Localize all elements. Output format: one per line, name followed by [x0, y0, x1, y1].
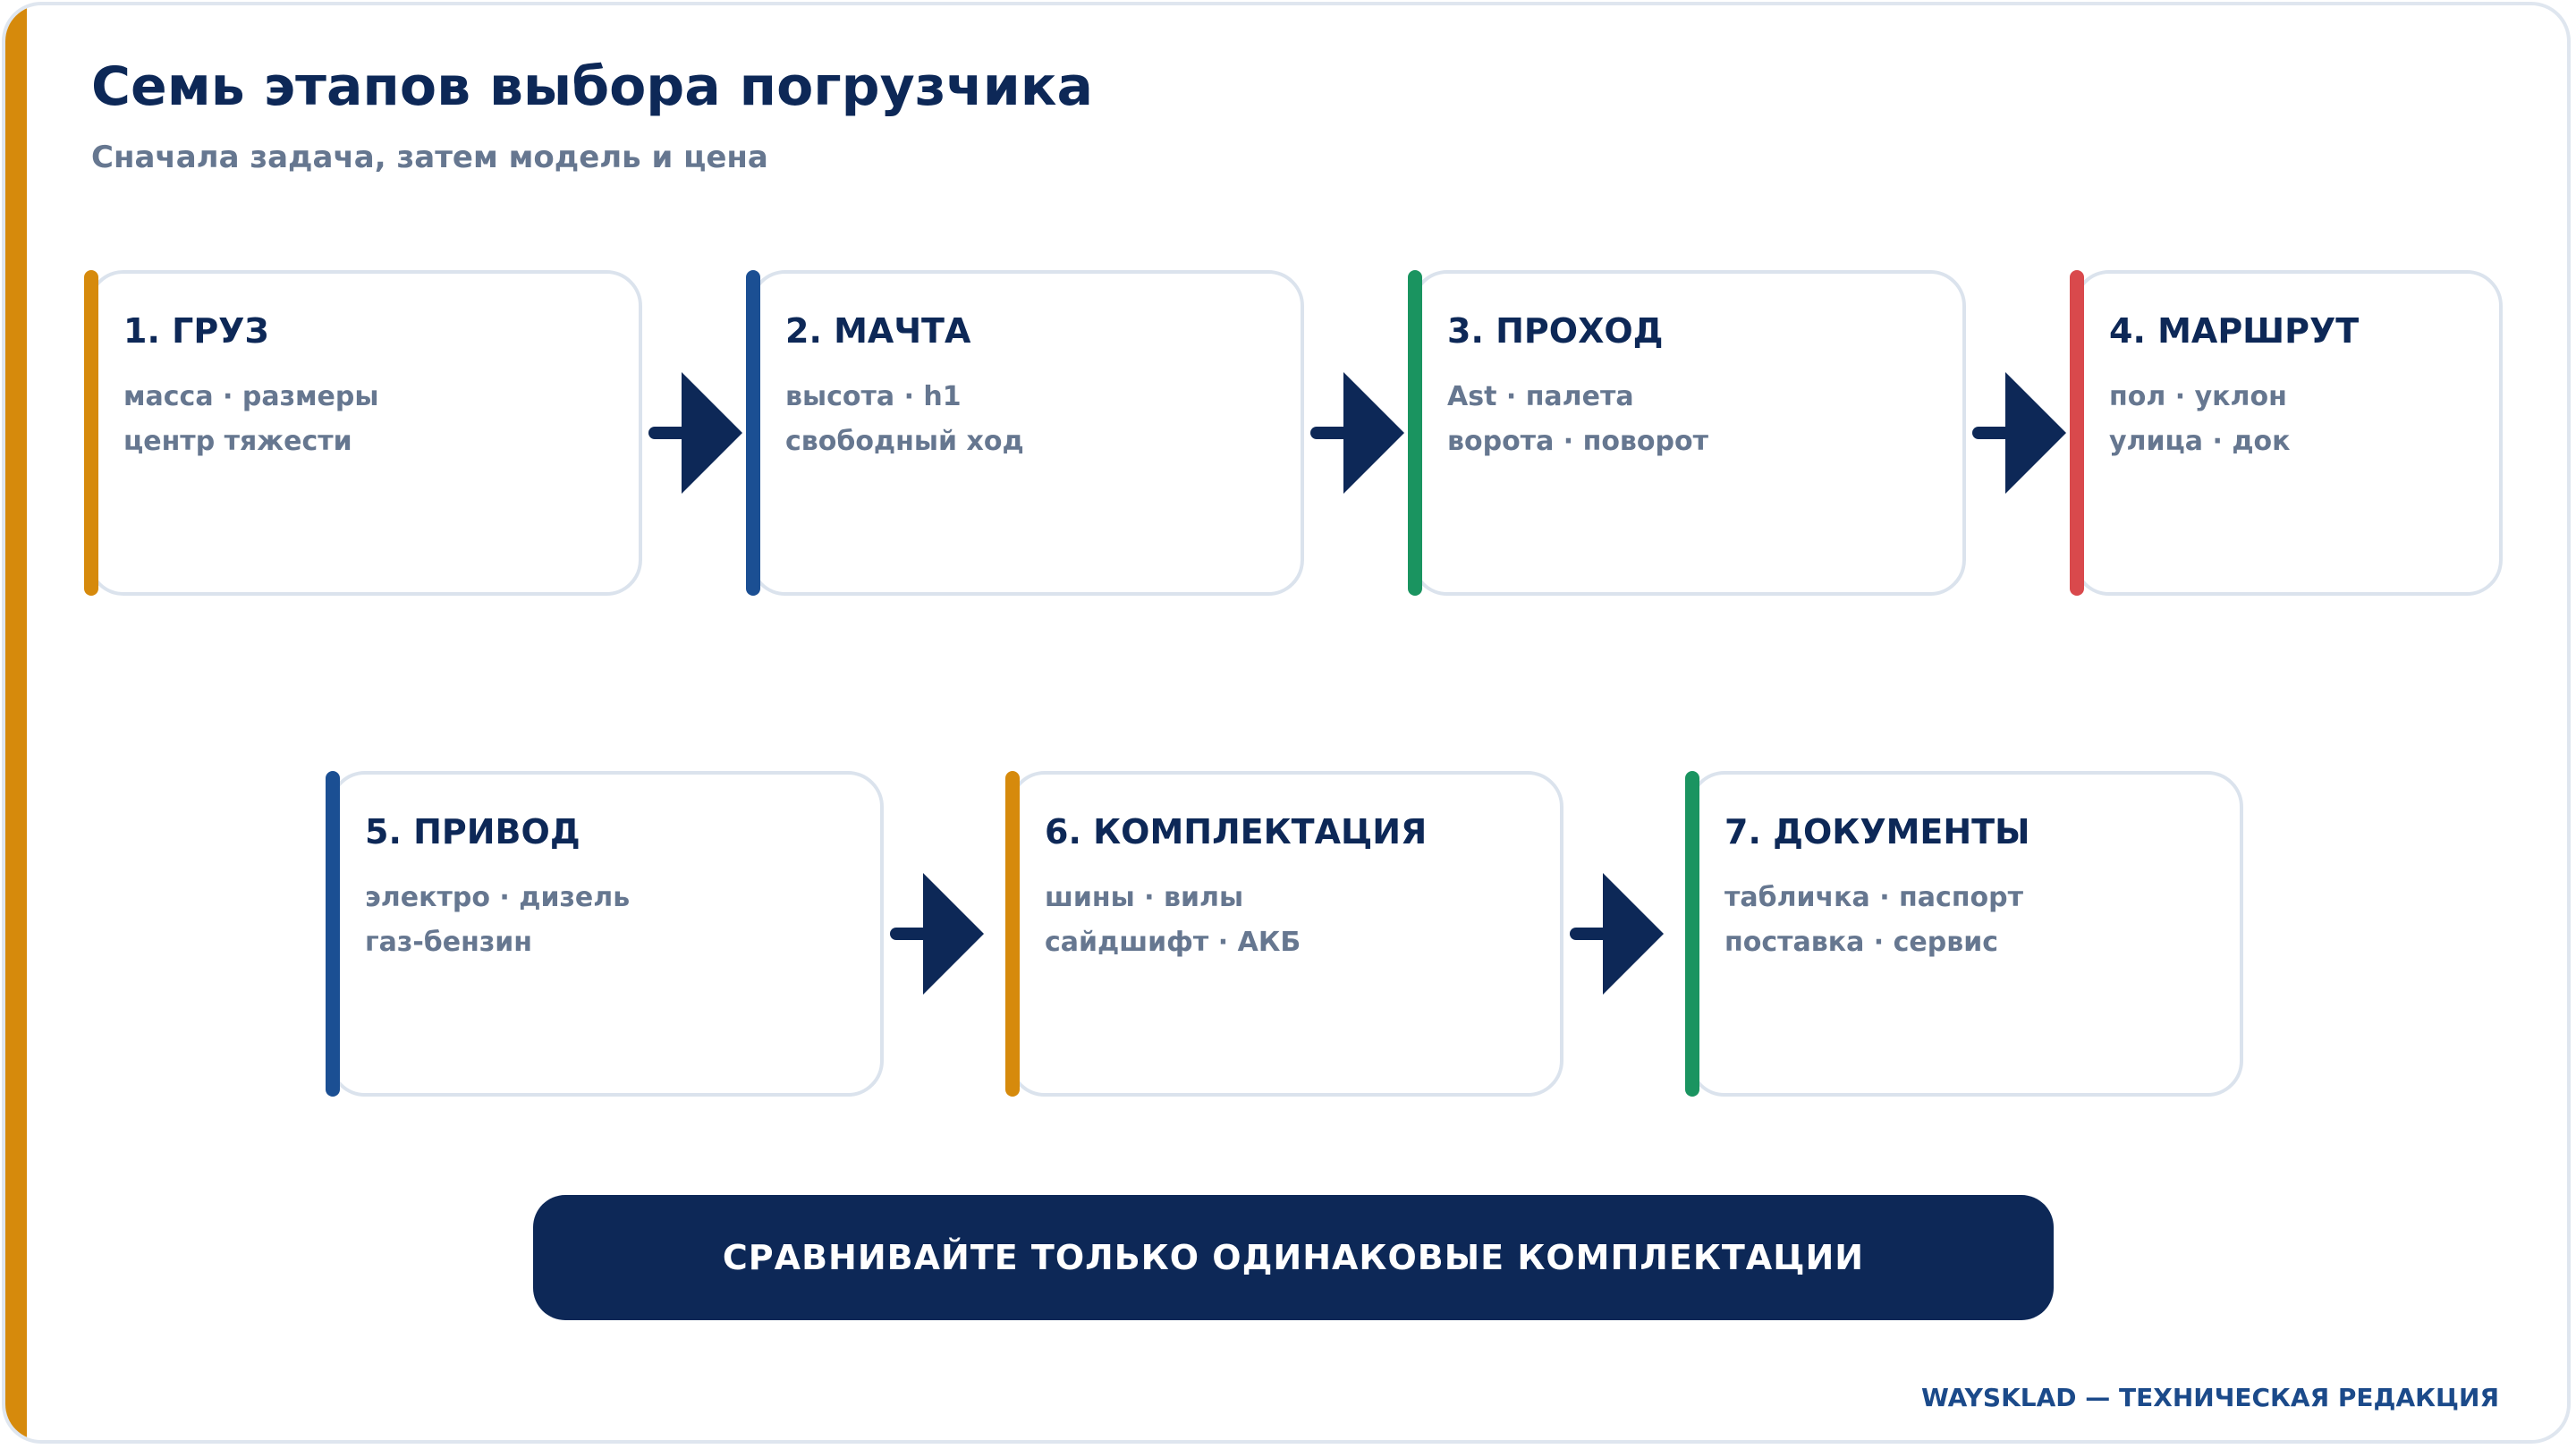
- step-title: 6. КОМПЛЕКТАЦИЯ: [1045, 812, 1428, 852]
- step-detail: высота · h1: [785, 381, 962, 412]
- step-detail: табличка · паспорт: [1724, 882, 2024, 913]
- step-detail: свободный ход: [785, 426, 1024, 457]
- step-accent-bar: [84, 270, 98, 596]
- step-detail: центр тяжести: [123, 426, 352, 457]
- step-detail: масса · размеры: [123, 381, 379, 412]
- step-detail: газ-бензин: [365, 927, 533, 958]
- step-card-5: [329, 771, 884, 1097]
- step-card-1: [88, 270, 642, 596]
- step-accent-bar: [2070, 270, 2084, 596]
- step-title: 1. ГРУЗ: [123, 311, 269, 351]
- flow-arrow-icon: [1569, 869, 1667, 998]
- flow-arrow-icon: [648, 369, 746, 497]
- step-card-3: [1411, 270, 1966, 596]
- summary-banner: СРАВНИВАЙТЕ ТОЛЬКО ОДИНАКОВЫЕ КОМПЛЕКТАЦИИ: [533, 1195, 2054, 1320]
- page-subtitle: Сначала задача, затем модель и цена: [91, 140, 768, 175]
- step-detail: поставка · сервис: [1724, 927, 1999, 958]
- step-accent-bar: [326, 771, 340, 1097]
- step-card-4: [2073, 270, 2503, 596]
- step-title: 3. ПРОХОД: [1447, 311, 1664, 351]
- step-accent-bar: [1685, 771, 1699, 1097]
- step-detail: ворота · поворот: [1447, 426, 1709, 457]
- flow-arrow-icon: [1309, 369, 1408, 497]
- step-accent-bar: [1408, 270, 1422, 596]
- step-detail: шины · вилы: [1045, 882, 1244, 913]
- step-detail: пол · уклон: [2109, 381, 2287, 412]
- step-card-7: [1689, 771, 2243, 1097]
- slide-frame: [2, 2, 2571, 1444]
- step-accent-bar: [1005, 771, 1020, 1097]
- step-title: 7. ДОКУМЕНТЫ: [1724, 812, 2030, 852]
- step-detail: сайдшифт · АКБ: [1045, 927, 1301, 958]
- flow-arrow-icon: [1971, 369, 2070, 497]
- step-card-2: [750, 270, 1304, 596]
- step-title: 4. МАРШРУТ: [2109, 311, 2360, 351]
- flow-arrow-icon: [889, 869, 987, 998]
- step-title: 5. ПРИВОД: [365, 812, 580, 852]
- page-title: Семь этапов выбора погрузчика: [91, 55, 1094, 118]
- step-detail: улица · док: [2109, 426, 2291, 457]
- frame-accent-bar: [5, 5, 27, 1440]
- step-card-6: [1009, 771, 1563, 1097]
- step-detail: электро · дизель: [365, 882, 631, 913]
- step-accent-bar: [746, 270, 760, 596]
- footer-credit: WAYSKLAD — ТЕХНИЧЕСКАЯ РЕДАКЦИЯ: [1921, 1383, 2499, 1412]
- step-detail: Ast · палета: [1447, 381, 1634, 412]
- step-title: 2. МАЧТА: [785, 311, 971, 351]
